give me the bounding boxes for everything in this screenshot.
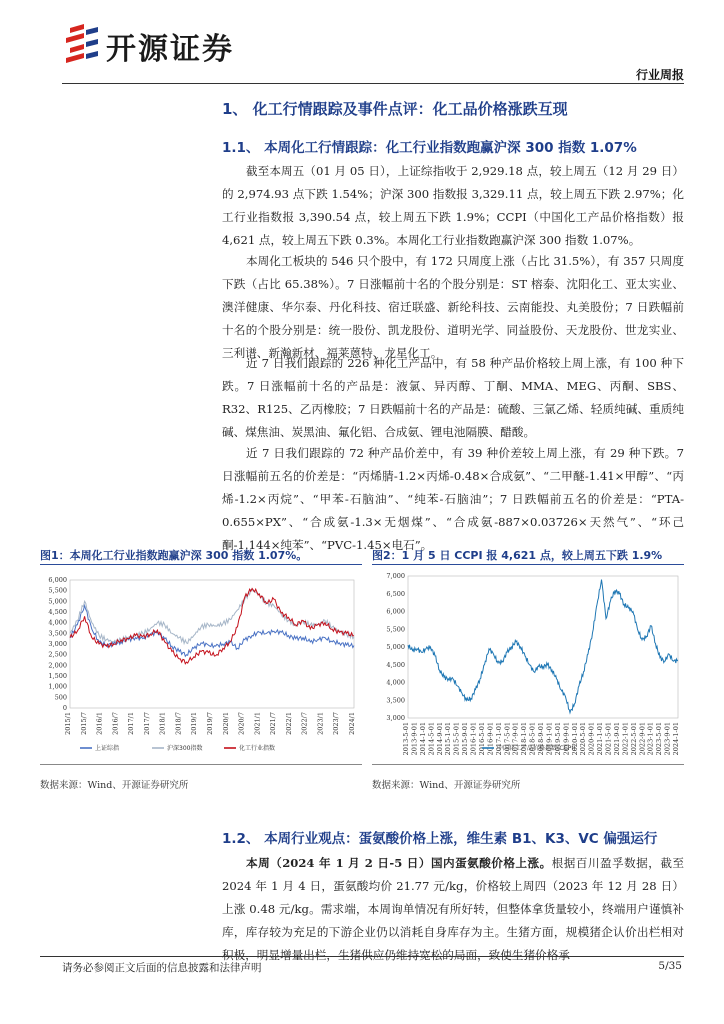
page-number: 5/35 <box>658 960 682 972</box>
x-tick-label: 2021-9-01 <box>612 722 621 756</box>
series-line-1 <box>70 606 354 657</box>
x-tick-label: 2013-5-01 <box>402 722 410 756</box>
x-tick-label: 2018-5-01 <box>528 722 537 756</box>
paragraph-methionine-body: 根据百川盈孚数据，截至 2024 年 1 月 4 日，蛋氨酸均价 21.77 元/kg，价格较上周四（2023 年 12 月 28 日）上涨 0.48 元/kg。需求端，本周询单情况有所好转，但整体拿货量较小，终端用户谨慎补库，库存较为充足的下游企业仍以消耗自身库存为主。生猪方面，规模猪企认价出栏相对积极，明显增量出栏，生猪供应仍维持宽松的局面，致使生猪价格承 <box>222 856 684 962</box>
x-tick-label: 2019-5-01 <box>553 722 562 756</box>
x-tick-label: 2022/1 <box>284 712 293 735</box>
paragraph-market-summary: 截至本周五（01 月 05 日），上证综指收于 2,929.18 点，较上周五（12 月 29 日）的 2,974.93 点下跌 1.54%；沪深 300 指数报 3,329.11 点，较上周五下跌 2.97%；化工行业指数报 3,390.54 点，较上周五下跌 1.9%；CCPI（中国化工产品价格指数）报 4,621 点，较上周五下跌 0.3%。本周化工行业指数跑赢沪深 300 指数 1.07%。 <box>222 164 684 247</box>
legend-label-3: 化工行业指数 <box>239 745 276 752</box>
x-tick-label: 2020-1-01 <box>570 722 579 756</box>
y-tick-label: 3,500 <box>48 629 67 638</box>
x-tick-label: 2020-9-01 <box>587 722 596 756</box>
x-tick-label: 2023-1-01 <box>646 722 655 756</box>
paragraph-methionine <box>222 852 684 967</box>
y-tick-label: 5,500 <box>386 625 405 634</box>
x-tick-label: 2024/1 <box>348 712 356 735</box>
x-tick-label: 2013-9-01 <box>410 722 419 756</box>
paragraph-price-spreads: 近 7 日我们跟踪的 72 种产品价差中，有 39 种价差较上周上涨，有 29 种下跌。7 日涨幅前五名的价差是：“丙烯腈-1.2×丙烯-0.48×合成氨”、“二甲醚-1.41×甲醇”、“丙烯-1.2×丙烷”、“甲苯-石脑油”、“纯苯-石脑油”；7 日跌幅前五名的价差是：“PTA-0.655×PX”、“合成氨-1.3×无烟煤”、“合成氨-887×0.03726×天然气”、“环己酮-1.144×纯苯”、“PVC-1.45×电石”。 <box>222 446 684 552</box>
x-tick-label: 2022-5-01 <box>629 722 638 756</box>
x-tick-label: 2017-9-01 <box>511 722 520 756</box>
y-tick-label: 3,500 <box>386 696 405 705</box>
y-tick-label: 7,000 <box>386 572 405 580</box>
y-tick-label: 1,500 <box>48 672 67 680</box>
x-tick-label: 2019/7 <box>206 712 214 735</box>
y-tick-label: 1,000 <box>48 682 67 691</box>
y-tick-label: 6,000 <box>48 576 67 584</box>
series-line-2 <box>70 590 354 644</box>
paragraph-stock-moves: 本周化工板块的 546 只个股中，有 172 只周度上涨（占比 31.5%），有 357 只周度下跌（占比 65.38%）。7 日涨幅前十名的个股分别是：ST 榕泰、沈阳化工、亚太实业、澳洋健康、华尔泰、丹化科技、宿迁联盛、新纶科技、云南能投、丸美股份；7 日跌幅前十名的个股分别是：统一股份、凯龙股份、道明光学、同益股份、天龙股份、世龙实业、三利谱、新瀚新材、福莱蒽特、龙星化工。 <box>222 254 684 360</box>
figure-1-bottom-rule <box>40 764 362 765</box>
figure-1-title: 图1：本周化工行业指数跑赢沪深 300 指数 1.07%。 <box>40 549 308 562</box>
x-tick-label: 2016-5-01 <box>477 722 486 756</box>
y-tick-label: 6,500 <box>386 589 405 598</box>
y-tick-label: 500 <box>54 693 67 702</box>
x-tick-label: 2017-1-01 <box>494 722 503 756</box>
x-tick-label: 2020/7 <box>237 712 246 735</box>
x-tick-label: 2014-9-01 <box>435 722 444 756</box>
legend-label-2: 沪深300指数 <box>167 745 203 752</box>
x-tick-label: 2017-5-01 <box>503 722 512 756</box>
x-tick-label: 2022/7 <box>300 712 309 735</box>
x-tick-label: 2015/7 <box>79 712 88 735</box>
figure-2-bottom-rule <box>372 764 684 765</box>
x-tick-label: 2023-5-01 <box>655 722 664 756</box>
x-tick-label: 2015-1-01 <box>444 722 453 756</box>
x-tick-label: 2021-5-01 <box>604 722 613 756</box>
footer-divider <box>40 956 684 957</box>
y-tick-label: 3,000 <box>48 640 67 648</box>
x-tick-label: 2021/1 <box>253 712 262 735</box>
y-tick-label: 3,000 <box>386 714 405 722</box>
y-tick-label: 2,500 <box>48 650 67 659</box>
x-tick-label: 2014-1-01 <box>418 722 427 756</box>
section-1-1-title: 1.1、 本周化工行情跟踪：化工行业指数跑赢沪深 300 指数 1.07% <box>222 140 637 156</box>
x-tick-label: 2018-9-01 <box>537 722 545 756</box>
x-tick-label: 2015-9-01 <box>461 722 470 756</box>
page-header <box>0 0 724 80</box>
report-type: 行业周报 <box>635 68 684 82</box>
x-tick-label: 2018/1 <box>158 712 167 735</box>
y-tick-label: 4,500 <box>48 608 67 616</box>
x-tick-label: 2019/1 <box>190 712 199 735</box>
x-tick-label: 2016/7 <box>111 712 120 735</box>
x-tick-label: 2017/1 <box>127 712 136 735</box>
paragraph-product-prices: 近 7 日我们跟踪的 226 种化工产品中，有 58 种产品价格较上周上涨，有 100 种下跌。7 日涨幅前十名的产品是：液氯、异丙醇、丁酮、MMA、MEG、丙酮、SBS、R32、R125、乙丙橡胶；7 日跌幅前十名的产品是：硫酸、三氯乙烯、轻质纯碱、重质纯碱、煤焦油、炭黑油、氟化铝、合成氨、锂电池隔膜、醋酸。 <box>222 356 684 439</box>
x-tick-label: 2016-9-01 <box>486 722 495 756</box>
x-tick-label: 2023/1 <box>316 712 325 735</box>
figure-2-title: 图2：1 月 5 日 CCPI 报 4,621 点，较上周五下跌 1.9% <box>372 549 663 562</box>
legend-label-1: 上证综指 <box>95 745 120 752</box>
paragraph-methionine-lead: 本周（2024 年 1 月 2 日-5 日）国内蛋氨酸价格上涨。 <box>246 856 552 870</box>
x-tick-label: 2015-5-01 <box>452 722 461 756</box>
x-tick-label: 2018-1-01 <box>520 722 529 756</box>
x-tick-label: 2021/7 <box>269 712 278 735</box>
header-divider <box>62 83 684 84</box>
section-1-2-title: 1.2、 本周行业观点：蛋氨酸价格上涨，维生素 B1、K3、VC 偏强运行 <box>222 831 658 847</box>
x-tick-label: 2023/7 <box>332 712 341 735</box>
plot-frame <box>408 576 678 718</box>
x-tick-label: 2020-5-01 <box>579 722 588 756</box>
footer-disclaimer: 请务必参阅正文后面的信息披露和法律声明 <box>62 962 262 974</box>
brand-logo <box>62 22 282 66</box>
figure-2-chart <box>372 570 684 758</box>
section-1-title: 1、 化工行情跟踪及事件点评：化工品价格涨跌互现 <box>222 100 568 118</box>
x-tick-label: 2016/1 <box>95 712 104 735</box>
y-tick-label: 2,000 <box>48 661 67 670</box>
brand-name: 开源证券 <box>106 32 234 67</box>
x-tick-label: 2014-5-01 <box>427 722 436 756</box>
y-tick-label: 4,000 <box>48 618 67 627</box>
x-tick-label: 2023-9-01 <box>663 722 672 756</box>
x-tick-label: 2016-1-01 <box>469 722 478 756</box>
figure-1-chart <box>40 570 362 758</box>
x-tick-label: 2021-1-01 <box>596 722 605 756</box>
x-tick-label: 2022-1-01 <box>621 722 630 756</box>
x-tick-label: 2018/7 <box>174 712 183 735</box>
series-line-1 <box>408 580 678 713</box>
figure-1-source: 数据来源：Wind、开源证券研究所 <box>40 780 189 791</box>
y-tick-label: 5,000 <box>386 643 405 651</box>
figure-1-top-rule <box>40 564 362 565</box>
y-tick-label: 4,500 <box>386 660 405 669</box>
y-tick-label: 5,000 <box>48 597 67 606</box>
x-tick-label: 2024-1-01 <box>672 722 680 756</box>
x-tick-label: 2020/1 <box>221 712 230 735</box>
brand-logo-icon <box>62 22 102 66</box>
x-tick-label: 2019-1-01 <box>545 722 554 756</box>
x-tick-label: 2015/1 <box>64 712 72 735</box>
y-tick-label: 6,000 <box>386 607 405 616</box>
y-tick-label: 0 <box>62 704 67 712</box>
y-tick-label: 5,500 <box>48 586 67 595</box>
x-tick-label: 2022-9-01 <box>638 722 647 756</box>
x-tick-label: 2017/7 <box>142 712 151 735</box>
figure-2-top-rule <box>372 564 684 565</box>
legend-label-1: 中国化工产品价格指数(CCPI) <box>497 745 576 752</box>
figure-2-source: 数据来源：Wind、开源证券研究所 <box>372 780 521 791</box>
x-tick-label: 2019-9-01 <box>562 722 571 756</box>
y-tick-label: 4,000 <box>386 678 405 687</box>
